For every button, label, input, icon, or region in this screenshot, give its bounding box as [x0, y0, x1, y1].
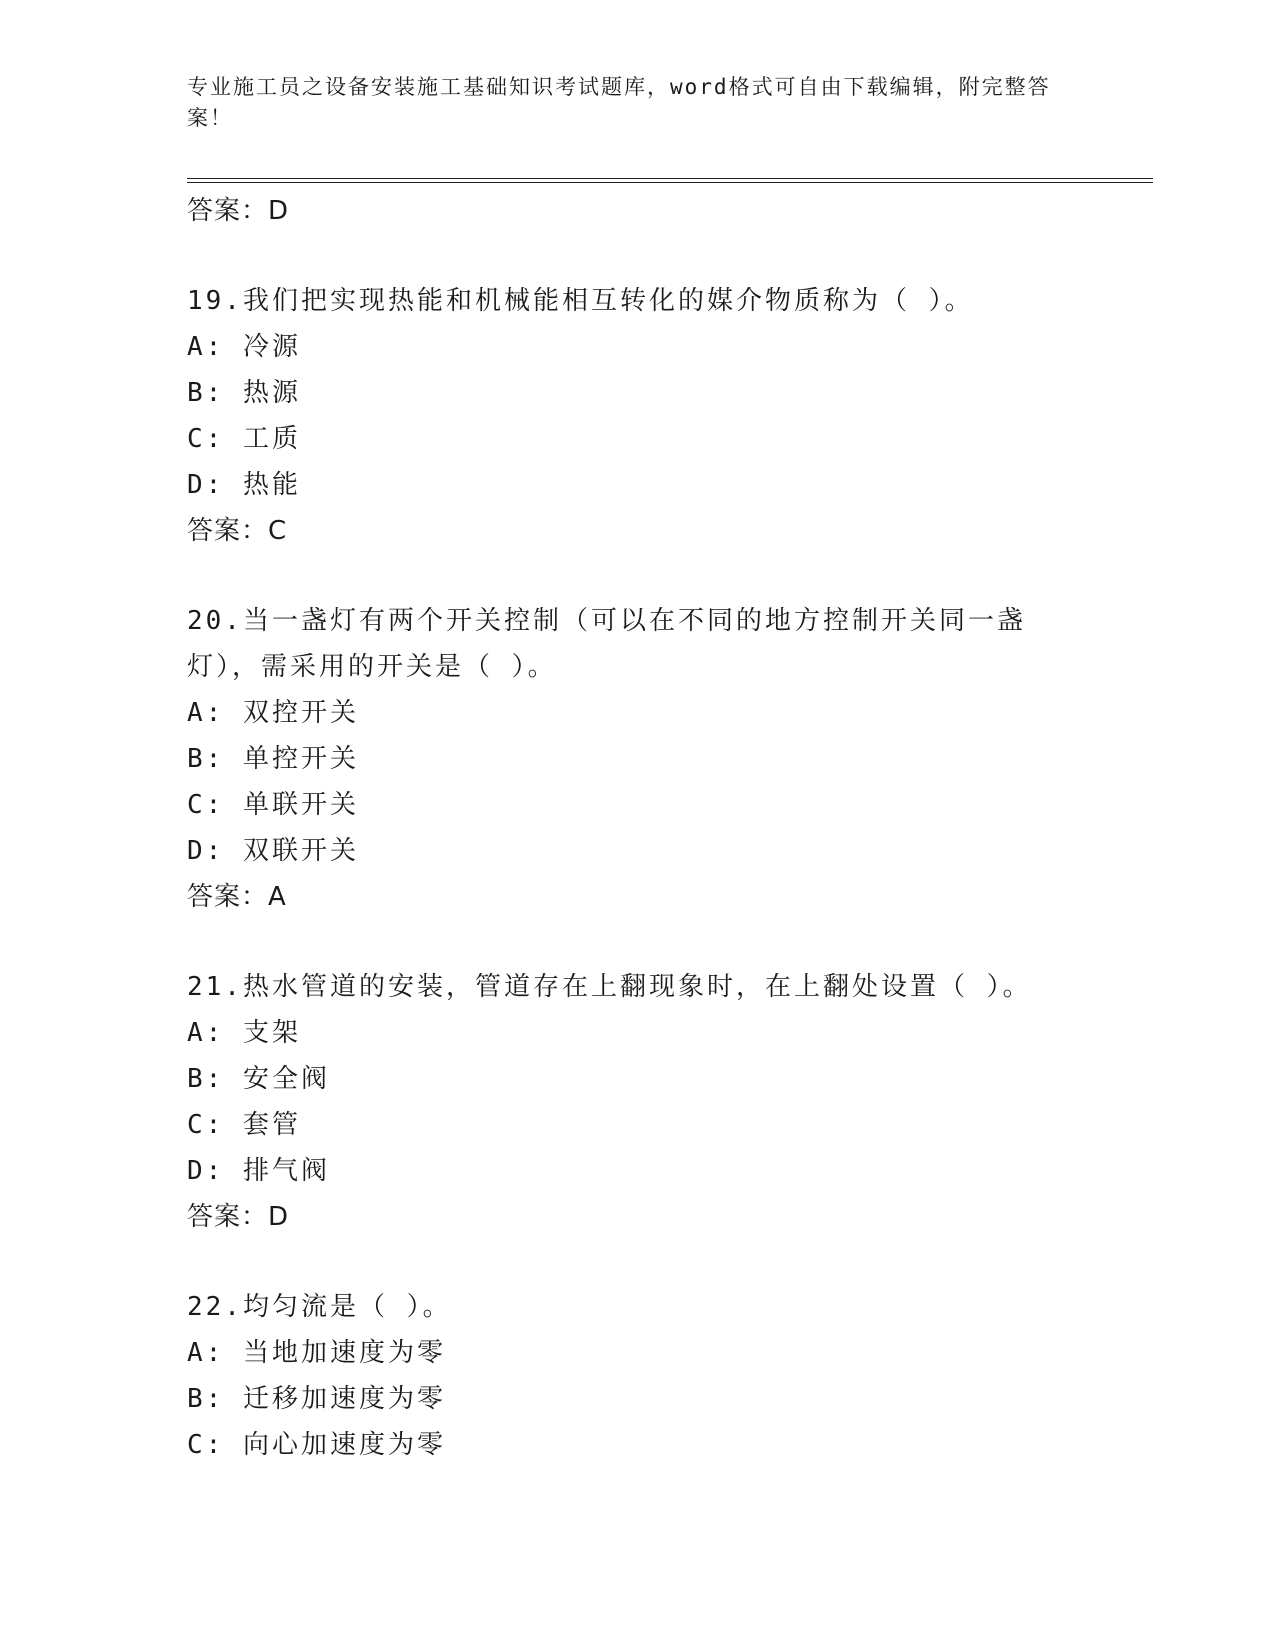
- option-b: B: 热源: [187, 378, 301, 408]
- option-c: C: 工质: [187, 424, 301, 454]
- option-d: D: 双联开关: [187, 836, 359, 866]
- option-c: C: 向心加速度为零: [187, 1430, 446, 1460]
- question-21: [187, 964, 1087, 1240]
- question-stem: 20.当一盏灯有两个开关控制（可以在不同的地方控制开关同一盏灯），需采用的开关是（ ）。: [187, 606, 1026, 682]
- option-a: A: 支架: [187, 1018, 301, 1048]
- answer-line: 答案：A: [187, 882, 287, 912]
- question-stem: 21.热水管道的安装，管道存在上翻现象时，在上翻处设置（ ）。: [187, 972, 1032, 1002]
- question-stem: 19.我们把实现热能和机械能相互转化的媒介物质称为（ ）。: [187, 286, 974, 316]
- option-d: D: 排气阀: [187, 1156, 330, 1186]
- question-20: [187, 598, 1087, 920]
- option-a: A: 当地加速度为零: [187, 1338, 446, 1368]
- page-header: 专业施工员之设备安装施工基础知识考试题库，word格式可自由下载编辑，附完整答案！: [187, 75, 1051, 130]
- option-c: C: 单联开关: [187, 790, 359, 820]
- option-b: B: 迁移加速度为零: [187, 1384, 446, 1414]
- question-19: [187, 278, 1087, 554]
- answer-line: 答案：D: [187, 196, 290, 226]
- option-b: B: 单控开关: [187, 744, 359, 774]
- document-body: [187, 188, 1087, 1512]
- question-22: [187, 1284, 1087, 1468]
- question-stem: 22.均匀流是（ ）。: [187, 1292, 452, 1322]
- option-b: B: 安全阀: [187, 1064, 330, 1094]
- option-c: C: 套管: [187, 1110, 301, 1140]
- option-a: A: 双控开关: [187, 698, 359, 728]
- header-divider: [187, 178, 1153, 183]
- option-d: D: 热能: [187, 470, 301, 500]
- option-a: A: 冷源: [187, 332, 301, 362]
- answer-line: 答案：D: [187, 1202, 290, 1232]
- answer-line: 答案：C: [187, 516, 288, 546]
